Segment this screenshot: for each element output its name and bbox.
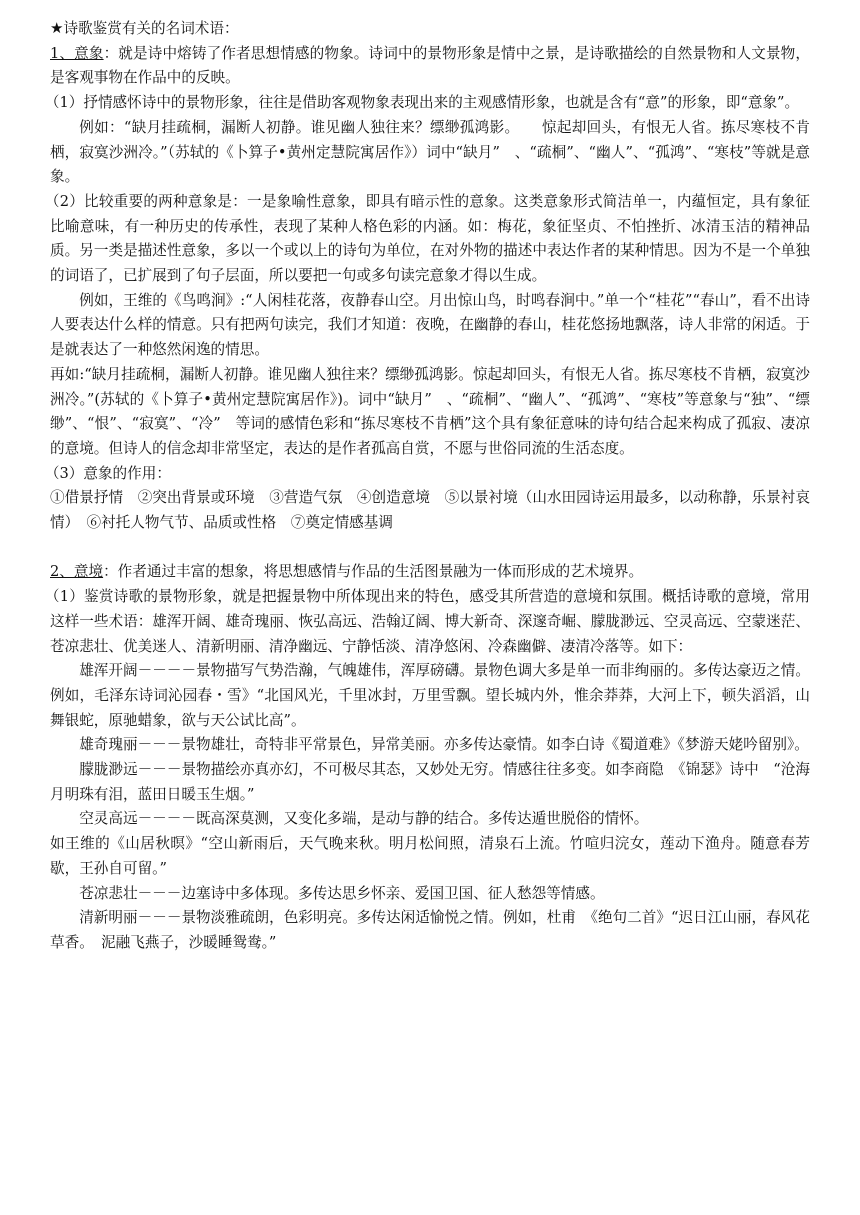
section-1-roles: ①借景抒情 ②突出背景或环境 ③营造气氛 ④创造意境 ⑤以景衬境（山水田园诗运用最多，以动称静，乐景衬哀情） ⑥衬托人物气节、品质或性格 ⑦奠定情感基调 bbox=[50, 489, 810, 532]
title-text: 诗歌鉴赏有关的名词术语： bbox=[63, 20, 239, 37]
section-1-example-1: 例如：“缺月挂疏桐，漏断人初静。谁见幽人独往来？缥缈孤鸿影。 惊起却回头，有恨无人省。拣尽寒枝不肯栖，寂寞沙洲冷。”（苏轼的《卜算子•黄州定慧院寓居作》）词中“缺月” 、“疏桐”、“幽人”、“孤鸿”、“寒枝”等就是意象。 bbox=[50, 118, 810, 186]
section-1-definition: ：就是诗中熔铸了作者思想情感的物象。诗词中的景物形象是情中之景，是诗歌描绘的自然景物和人文景物，是客观事物在作品中的反映。 bbox=[50, 44, 810, 87]
paragraph-spacer bbox=[50, 536, 810, 561]
section-1-heading: 1、意象 bbox=[50, 44, 104, 62]
section-1-intro bbox=[50, 42, 810, 91]
star-icon: ★ bbox=[50, 19, 64, 37]
section-1-point-3: （3）意象的作用： bbox=[44, 464, 171, 482]
section-1-example-3: 再如:“缺月挂疏桐，漏断人初静。谁见幽人独往来？缥缈孤鸿影。惊起却回头，有恨无人省。拣尽寒枝不肯栖，寂寞沙洲冷。”(苏轼的《卜算子•黄州定慧院寓居作》)。词中“缺月” 、“疏桐”、“幽人”、“孤鸿”、“寒枝”等意象与“独”、“缥缈”、“恨”、“寂寞”、“冷” 等词的感情色彩和“拣尽寒枝不肯栖”这个具有象征意味的诗句结合起来构成了孤寂、凄凉的意境。但诗人的信念却非常坚定，表达的是作者孤高自赏，不愿与世俗同流的生活态度。 bbox=[50, 365, 810, 457]
term-kongling-example: 如王维的《山居秋暝》“空山新雨后，天气晚来秋。明月松间照，清泉石上流。竹喧归浣女，莲动下渔舟。随意春芳歇，王孙自可留。” bbox=[50, 835, 810, 877]
term-xionghun: 雄浑开阔－－－－景物描写气势浩瀚，气魄雄伟，浑厚磅礴。景物色调大多是单一而非绚丽的。多传达豪迈之情。例如，毛泽东诗词沁园春・雪》“北国风光，千里冰封，万里雪飘。望长城内外，惟余莽莽，大河上下，顿失滔滔，山舞银蛇，原驰蜡象，欲与天公试比高”。 bbox=[50, 662, 810, 729]
document-page bbox=[44, 16, 810, 956]
section-1-point-2: （2）比较重要的两种意象是：一是象喻性意象，即具有暗示性的意象。这类意象形式简洁单一，内蕴恒定，具有象征比喻意味，有一种历史的传承性，表现了某种人格色彩的内涵。如：梅花，象征坚贞、不怕挫折、冰清玉洁的精神品质。另一类是描述性意象，多以一个或以上的诗句为单位，在对外物的描述中表达作者的某种情思。因为不是一个单独的词语了，已扩展到了句子层面，所以要把一句或多句读完意象才得以生成。 bbox=[44, 192, 810, 285]
term-qingxin: 清新明丽－－－景物淡雅疏朗，色彩明亮。多传达闲适愉悦之情。例如，杜甫 《绝句二首》“迟日江山丽，春风花草香。 泥融飞燕子，沙暖睡鸳鸯。” bbox=[50, 909, 810, 951]
term-xiongqi: 雄奇瑰丽－－－景物雄壮，奇特非平常景色，异常美丽。亦多传达豪情。如李白诗《蜀道难》《梦游天姥吟留别》。 bbox=[79, 736, 809, 754]
term-kongling: 空灵高远－－－－既高深莫测，又变化多端，是动与静的结合。多传达遁世脱俗的情怀。 bbox=[79, 810, 649, 828]
section-2-definition: ：作者通过丰富的想象，将思想感情与作品的生活图景融为一体而形成的艺术境界。 bbox=[103, 563, 644, 581]
section-2-heading: 2、意境 bbox=[50, 563, 104, 581]
section-1-point-1: （1）抒情感怀诗中的景物形象，往往是借助客观物象表现出来的主观感情形象，也就是含有“意”的形象，即“意象”。 bbox=[44, 94, 800, 112]
section-2-point-1: （1）鉴赏诗歌的景物形象，就是把握景物中所体现出来的特色，感受其所营造的意境和氛围。概括诗歌的意境，常用这样一些术语：雄浑开阔、雄奇瑰丽、恢弘高远、浩翰辽阔、博大新奇、深邃奇崛、朦胧渺远、空灵高远、空蒙迷茫、苍凉悲壮、优美迷人、清新明丽、清净幽远、宁静恬淡、清净悠闲、冷森幽僻、凄清冷落等。如下： bbox=[44, 588, 810, 655]
term-cangliang: 苍凉悲壮－－－边塞诗中多体现。多传达思乡怀亲、爱国卫国、征人愁怨等情感。 bbox=[79, 884, 605, 902]
term-menglong: 朦胧渺远－－－景物描绘亦真亦幻，不可极尽其态，又妙处无穷。情感往往多变。如李商隐 《锦瑟》诗中 “沧海月明珠有泪，蓝田日暖玉生烟。” bbox=[50, 761, 810, 803]
document-title bbox=[50, 16, 810, 42]
section-1-example-2: 例如，王维的《鸟鸣涧》:“人闲桂花落，夜静春山空。月出惊山鸟，时鸣春涧中。”单一个“桂花”“春山”，看不出诗人要表达什么样的情意。只有把两句读完，我们才知道：夜晚，在幽静的春山，桂花悠扬地飘落，诗人非常的闲适。于是就表达了一种悠然闲逸的情思。 bbox=[50, 291, 810, 359]
section-2-intro bbox=[50, 560, 810, 585]
